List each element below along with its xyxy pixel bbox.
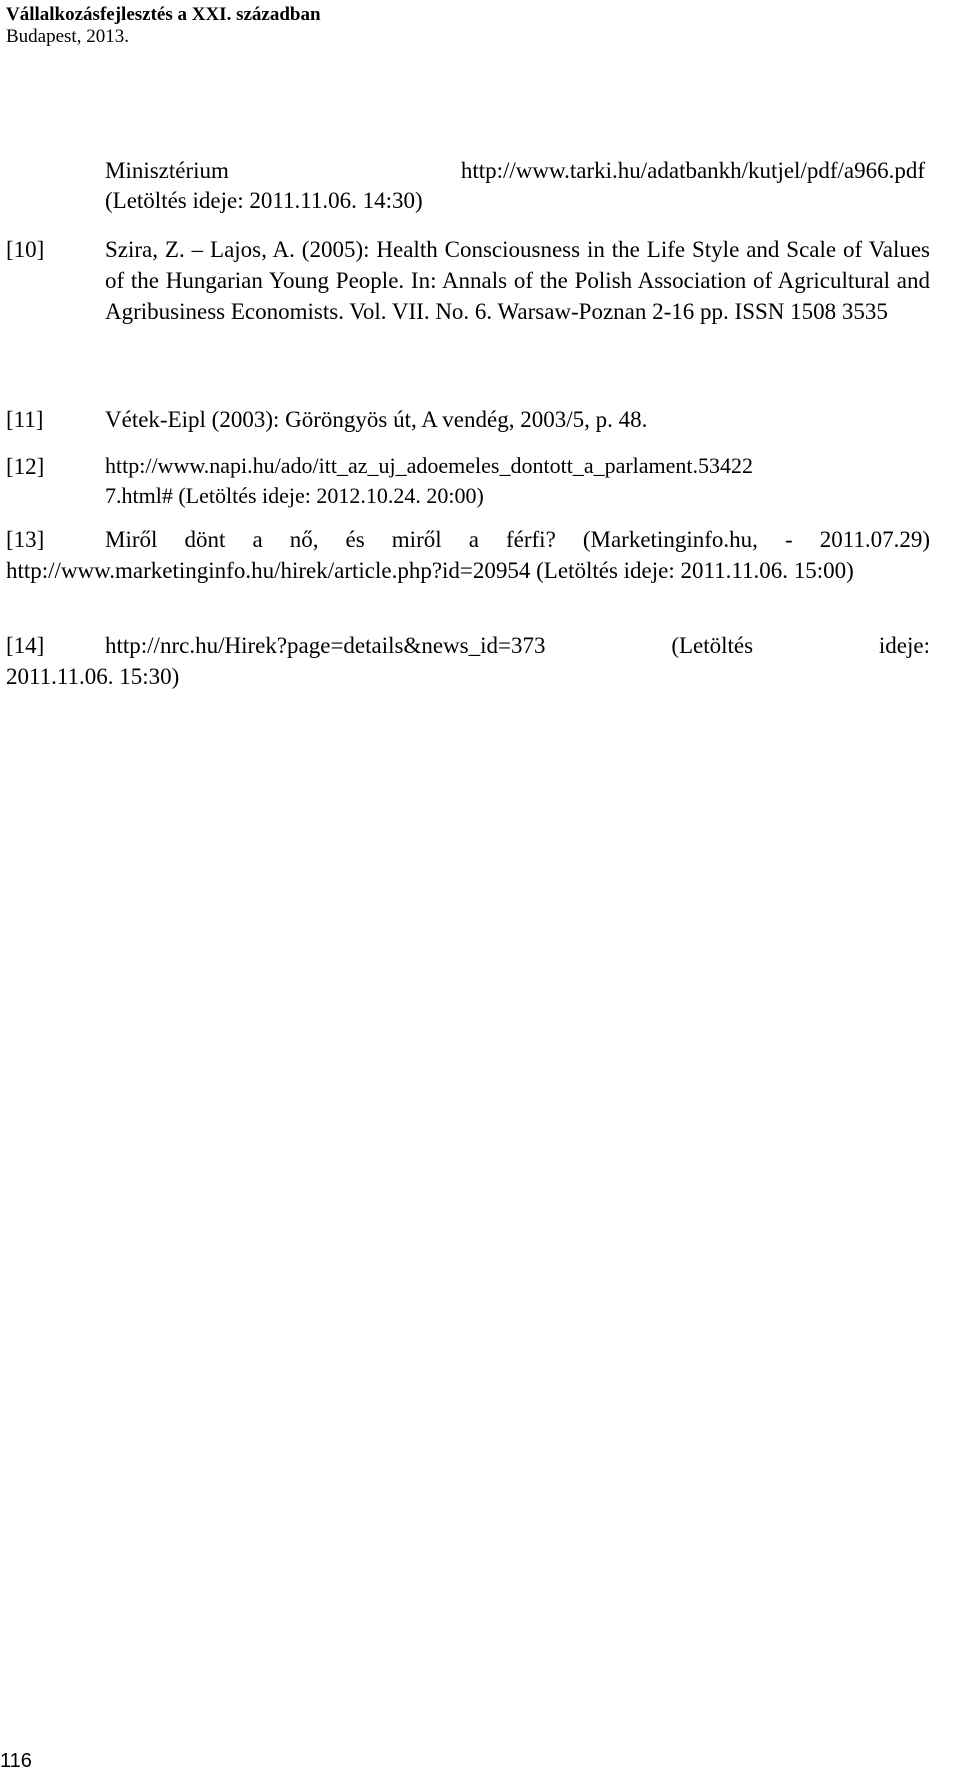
- reference-continuation: [105, 156, 925, 216]
- reference-number: [11]: [6, 407, 44, 432]
- reference-number: [12]: [6, 454, 45, 479]
- reference-access-label: (Letöltés: [671, 633, 754, 658]
- header-subtitle: Budapest, 2013.: [6, 26, 129, 47]
- reference-continuation-source: Minisztérium: [105, 158, 229, 183]
- reference-continuation-url[interactable]: http://www.tarki.hu/adatbankh/kutjel/pdf/a966.pdf: [460, 158, 925, 183]
- reference-continuation-access-date: (Letöltés ideje: 2011.11.06. 14:30): [105, 188, 423, 213]
- reference-item-14: [6, 630, 930, 692]
- reference-access-date: 2011.11.06. 15:30): [6, 664, 180, 689]
- reference-url[interactable]: http://nrc.hu/Hirek?page=details&news_id=373: [105, 633, 546, 658]
- page-number: 116: [0, 1750, 32, 1772]
- reference-item-12: [6, 451, 930, 511]
- reference-number: [10]: [6, 237, 45, 262]
- reference-text: Szira, Z. – Lajos, A. (2005): Health Consciousness in the Life Style and Scale of Values of the Hungarian Young People. In: Annals of the Polish Association of Agricultural and Agribusiness Economists. Vol. VII. No. 6. Warsaw-Poznan 2-16 pp. ISSN 1508 3535: [105, 237, 930, 324]
- reference-number: [13]: [6, 527, 45, 552]
- running-header: [6, 4, 321, 48]
- reference-access-word: ideje:: [878, 633, 930, 658]
- reference-number: [14]: [6, 633, 45, 658]
- reference-continuation-line1: [105, 156, 925, 186]
- reference-url[interactable]: http://www.napi.hu/ado/itt_az_uj_adoemeles_dontott_a_parlament.53422: [105, 453, 754, 478]
- reference-text: Vétek-Eipl (2003): Göröngyös út, A vendég, 2003/5, p. 48.: [105, 407, 648, 432]
- reference-item-13: [6, 524, 930, 586]
- reference-item-11: [6, 404, 930, 435]
- reference-line: [105, 630, 930, 661]
- header-title: Vállalkozásfejlesztés a XXI. században: [6, 4, 321, 25]
- reference-item-10: [6, 234, 930, 327]
- reference-text: Miről dönt a nő, és miről a férfi? (Marketinginfo.hu, - 2011.07.29) http://www.marketinginfo.hu/hirek/article.php?id=20954 (Letöltés ideje: 2011.11.06. 15:00): [6, 527, 930, 583]
- reference-access-date: 7.html# (Letöltés ideje: 2012.10.24. 20:00): [105, 483, 484, 508]
